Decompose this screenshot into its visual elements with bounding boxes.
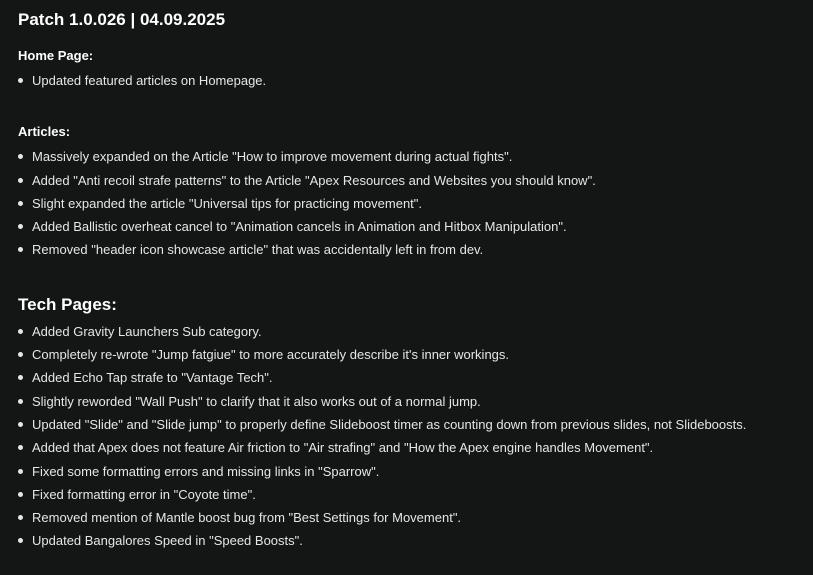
list-item bbox=[18, 320, 813, 343]
tech-pages-heading: Tech Pages: bbox=[18, 294, 117, 314]
list-item-text: Fixed formatting error in "Coyote time". bbox=[32, 486, 256, 502]
list-item-text: Added Gravity Launchers Sub category. bbox=[32, 323, 262, 339]
list-item-text: Removed "header icon showcase article" that was accidentally left in from dev. bbox=[32, 242, 484, 258]
list-item bbox=[18, 460, 813, 483]
bullet-icon bbox=[18, 78, 23, 83]
bullet-icon bbox=[18, 375, 23, 380]
list-item-text: Added that Apex does not feature Air friction to "Air strafing" and "How the Apex engine handles Movement". bbox=[32, 440, 654, 456]
articles-heading: Articles: bbox=[18, 124, 71, 140]
bullet-icon bbox=[18, 224, 23, 229]
bullet-icon bbox=[18, 538, 23, 543]
list-item bbox=[18, 390, 813, 413]
list-item-text: Fixed some formatting errors and missing links in "Sparrow". bbox=[32, 463, 380, 479]
list-item-text: Slight expanded the article "Universal tips for practicing movement". bbox=[32, 195, 423, 211]
list-item-text: Updated "Slide" and "Slide jump" to properly define Slideboost timer as counting down from previous slides, not Slideboosts. bbox=[32, 416, 747, 432]
bullet-icon bbox=[18, 445, 23, 450]
bullet-icon bbox=[18, 329, 23, 334]
list-item-text: Added Ballistic overheat cancel to "Animation cancels in Animation and Hitbox Manipulation". bbox=[32, 219, 567, 235]
list-item-text: Completely re-wrote "Jump fatgiue" to more accurately describe it's inner workings. bbox=[32, 347, 510, 363]
list-item-text: Slightly reworded "Wall Push" to clarify that it also works out of a normal jump. bbox=[32, 393, 481, 409]
bullet-icon bbox=[18, 515, 23, 520]
bullet-icon bbox=[18, 178, 23, 183]
bullet-icon bbox=[18, 399, 23, 404]
list-item bbox=[18, 192, 813, 215]
list-item bbox=[18, 483, 813, 506]
bullet-icon bbox=[18, 469, 23, 474]
list-item-text: Added "Anti recoil strafe patterns" to the Article "Apex Resources and Websites you should know". bbox=[32, 172, 596, 188]
tech-pages-list bbox=[18, 320, 813, 553]
list-item-text: Massively expanded on the Article "How to improve movement during actual fights". bbox=[32, 149, 513, 165]
home-page-list bbox=[18, 69, 813, 92]
list-item bbox=[18, 69, 813, 92]
list-item bbox=[18, 529, 813, 552]
patch-title: Patch 1.0.026 | 04.09.2025 bbox=[18, 10, 226, 29]
bullet-icon bbox=[18, 201, 23, 206]
list-item bbox=[18, 413, 813, 436]
bullet-icon bbox=[18, 352, 23, 357]
list-item bbox=[18, 343, 813, 366]
list-item bbox=[18, 238, 813, 261]
list-item bbox=[18, 169, 813, 192]
home-page-heading: Home Page: bbox=[18, 48, 94, 63]
bullet-icon bbox=[18, 492, 23, 497]
list-item bbox=[18, 436, 813, 459]
list-item bbox=[18, 366, 813, 389]
bullet-icon bbox=[18, 422, 23, 427]
list-item-text: Removed mention of Mantle boost bug from "Best Settings for Movement". bbox=[32, 510, 462, 526]
list-item-text: Updated Bangalores Speed in "Speed Boosts". bbox=[32, 533, 303, 549]
list-item bbox=[18, 215, 813, 238]
bullet-icon bbox=[18, 154, 23, 159]
list-item bbox=[18, 145, 813, 168]
list-item bbox=[18, 506, 813, 529]
list-item-text: Updated featured articles on Homepage. bbox=[32, 73, 267, 88]
bullet-icon bbox=[18, 247, 23, 252]
articles-list bbox=[18, 145, 813, 261]
list-item-text: Added Echo Tap strafe to "Vantage Tech". bbox=[32, 370, 273, 386]
